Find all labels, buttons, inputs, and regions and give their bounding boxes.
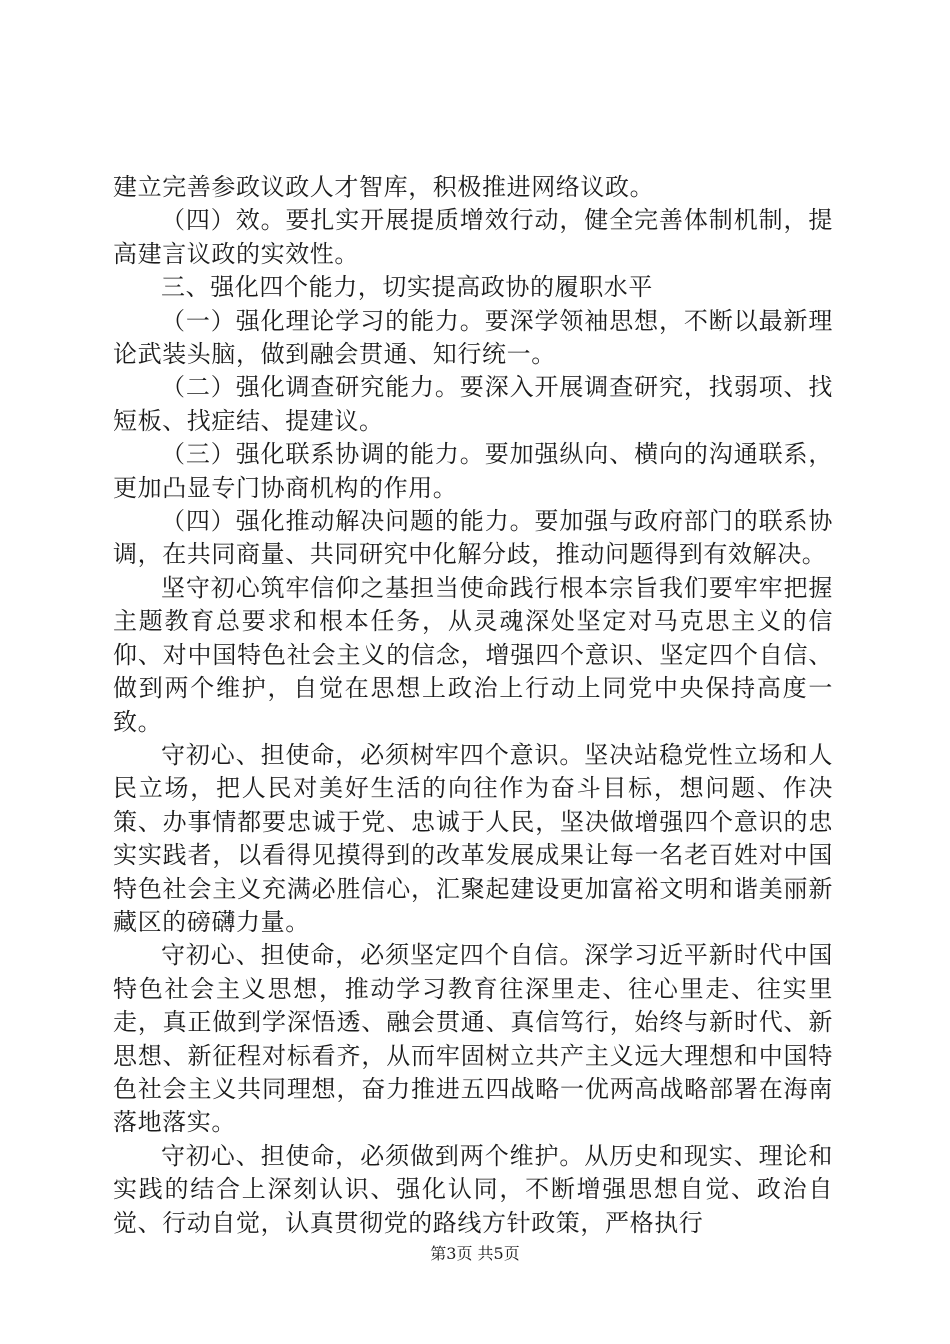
paragraph: （一）强化理论学习的能力。要深学领袖思想，不断以最新理论武装头脑，做到融会贯通、知行统一。 (113, 306, 833, 369)
document-body (113, 171, 833, 1240)
paragraph: （二）强化调查研究能力。要深入开展调查研究，找弱项、找短板、找症结、提建议。 (113, 373, 833, 435)
paragraph: 守初心、担使命，必须做到两个维护。从历史和现实、理论和实践的结合上深刻认识、强化认同，不断增强思想自觉、政治自觉、行动自觉，认真贯彻党的路线方针政策，严格执行 (113, 1141, 833, 1237)
paragraph: 坚守初心筑牢信仰之基担当使命践行根本宗旨我们要牢牢把握主题教育总要求和根本任务，从灵魂深处坚定对马克思主义的信仰、对中国特色社会主义的信念，增强四个意识、坚定四个自信、做到两个维护，自觉在思想上政治上行动上同党中央保持高度一致。 (113, 573, 833, 736)
page-footer: 第3页 共5页 (430, 1244, 520, 1263)
section-heading: 三、强化四个能力，切实提高政协的履职水平 (161, 273, 653, 302)
paragraph: 守初心、担使命，必须树牢四个意识。坚决站稳党性立场和人民立场，把人民对美好生活的向往作为奋斗目标，想问题、作决策、办事情都要忠诚于党、忠诚于人民，坚决做增强四个意识的忠实实践者，以看得见摸得到的改革发展成果让每一名老百姓对中国特色社会主义充满必胜信心，汇聚起建设更加富裕文明和谐美丽新藏区的磅礴力量。 (113, 740, 833, 936)
paragraph: （三）强化联系协调的能力。要加强纵向、横向的沟通联系，更加凸显专门协商机构的作用。 (113, 440, 833, 502)
paragraph: 建立完善参政议政人才智库，积极推进网络议政。 (113, 173, 655, 201)
paragraph: （四）强化推动解决问题的能力。要加强与政府部门的联系协调，在共同商量、共同研究中化解分歧，推动问题得到有效解决。 (113, 507, 833, 569)
paragraph: 守初心、担使命，必须坚定四个自信。深学习近平新时代中国特色社会主义思想，推动学习教育往深里走、往心里走、往实里走，真正做到学深悟透、融会贯通、真信笃行，始终与新时代、新思想、新征程对标看齐，从而牢固树立共产主义远大理想和中国特色社会主义共同理想，奋力推进五四战略一优两高战略部署在海南落地落实。 (113, 941, 833, 1137)
paragraph: （四）效。要扎实开展提质增效行动，健全完善体制机制，提高建言议政的实效性。 (113, 206, 833, 268)
